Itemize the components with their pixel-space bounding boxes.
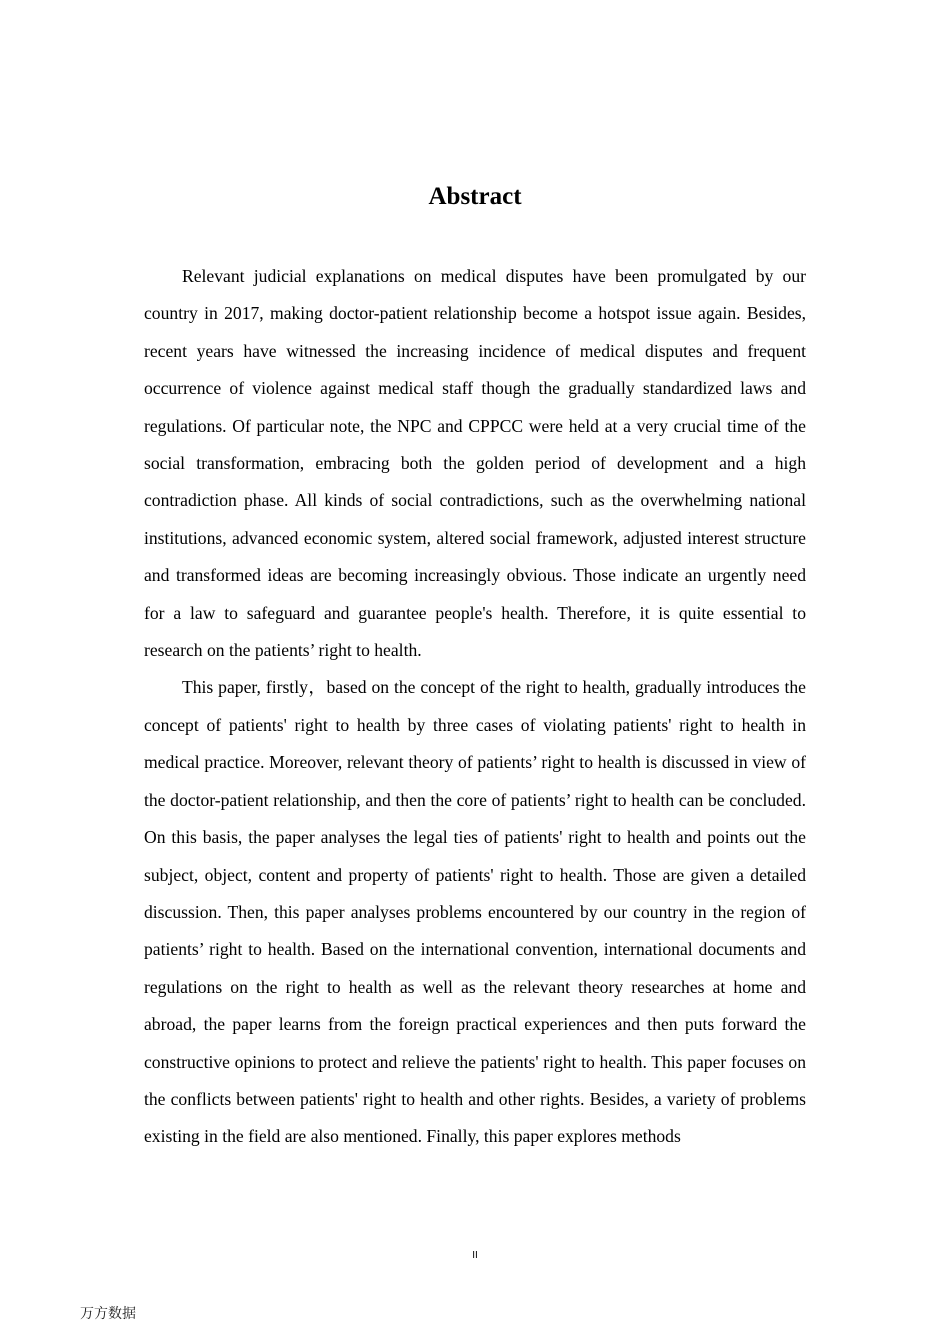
abstract-body	[144, 258, 806, 1156]
abstract-paragraph-2: This paper, firstly，based on the concept of the right to health, gradually introduces the concept of patients' right to health by three cases of violating patients' right to health in medical practice. Moreover, relevant theory of patients’ right to health is discussed in view of the doctor-patient relationship, and then the core of patients’ right to health can be concluded. On this basis, the paper analyses the legal ties of patients' right to health and points out the subject, object, content and property of patients' right to health. Those are given a detailed discussion. Then, this paper analyses problems encountered by our country in the region of patients’ right to health. Based on the international convention, international documents and regulations on the right to health as well as the relevant theory researches at home and abroad, the paper learns from the foreign practical experiences and then puts forward the constructive opinions to protect and relieve the patients' right to health. This paper focuses on the conflicts between patients' right to health and other rights. Besides, a variety of problems existing in the field are also mentioned. Finally, this paper explores methods	[144, 677, 806, 1147]
page-number: II	[472, 1250, 478, 1261]
page-title: Abstract	[428, 183, 522, 210]
source-watermark: 万方数据	[80, 1306, 136, 1322]
abstract-paragraph-1: Relevant judicial explanations on medical disputes have been promulgated by our country in 2017, making doctor-patient relationship become a hotspot issue again. Besides, recent years have witnessed the increasing incidence of medical disputes and frequent occurrence of violence against medical staff though the gradually standardized laws and regulations. Of particular note, the NPC and CPPCC were held at a very crucial time of the social transformation, embracing both the golden period of development and a high contradiction phase. All kinds of social contradictions, such as the overwhelming national institutions, advanced economic system, altered social framework, adjusted interest structure and transformed ideas are becoming increasingly obvious. Those indicate an urgently need for a law to safeguard and guarantee people's health. Therefore, it is quite essential to research on the patients’ right to health.	[144, 266, 806, 661]
